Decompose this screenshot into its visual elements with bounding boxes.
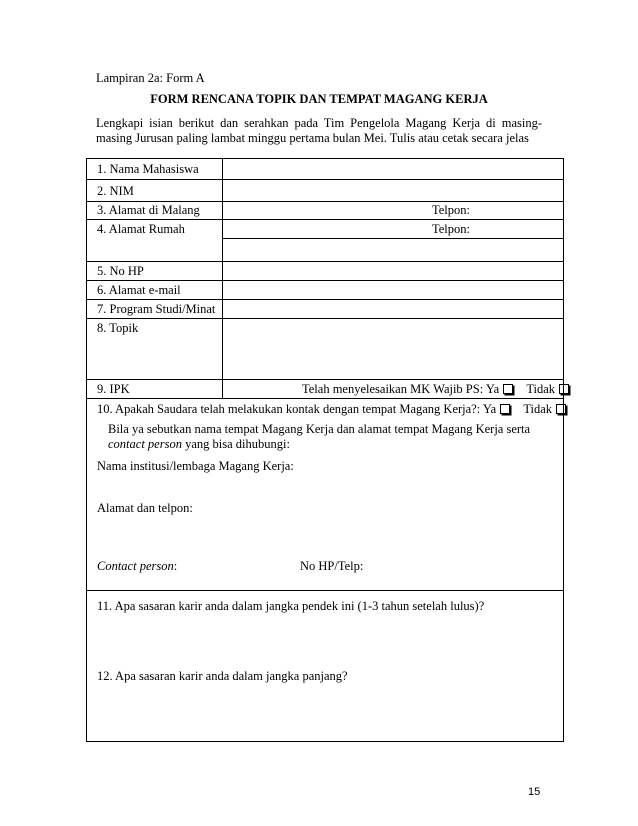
label-alamat-telpon: Alamat dan telpon: [97,501,193,515]
row-divider [87,379,563,380]
form-title: FORM RENCANA TOPIK DAN TEMPAT MAGANG KERJA [150,92,488,106]
form-table [86,158,564,742]
contact-person-text: Contact person [97,559,174,573]
label-no-hp-telp: No HP/Telp: [300,559,364,573]
q10-row [97,402,566,417]
label-telpon-malang: Telpon: [432,203,471,217]
row-divider [87,398,563,399]
label-contact-person [97,559,177,574]
mk-wajib-row [302,382,569,397]
row-divider [87,219,563,220]
lampiran-label: Lampiran 2a: Form A [96,71,205,85]
label-topik: 8. Topik [97,321,139,335]
row-divider [87,179,563,180]
label-nim: 2. NIM [97,184,134,198]
row-divider [87,299,563,300]
q10-instruction [108,422,560,452]
mk-wajib-label: Telah menyelesaikan MK Wajib PS: Ya [302,382,500,396]
mk-tidak-label: Tidak [526,382,556,396]
q10-instruction-text: Bila ya sebutkan nama tempat Magang Kerja dan alamat tempat Magang Kerja serta [108,422,531,436]
q12-question: 12. Apa sasaran karir anda dalam jangka panjang? [97,669,348,683]
label-telpon-rumah: Telpon: [432,222,471,236]
contact-person-colon: : [173,559,178,573]
q10-instruction-contact: contact person [108,437,182,451]
label-nama-mahasiswa: 1. Nama Mahasiswa [97,162,199,176]
page-number: 15 [528,786,541,798]
q11-question: 11. Apa sasaran karir anda dalam jangka pendek ini (1-3 tahun setelah lulus)? [97,599,485,613]
checkbox-q10-ya[interactable] [500,404,510,414]
row-divider [87,590,563,591]
row-divider [222,238,563,239]
checkbox-mk-ya[interactable] [503,384,513,394]
checkbox-q10-tidak[interactable] [556,404,566,414]
column-divider [222,159,223,398]
row-divider [87,280,563,281]
q10-tidak-label: Tidak [523,402,553,416]
label-program-studi: 7. Program Studi/Minat [97,302,216,316]
label-alamat-malang: 3. Alamat di Malang [97,203,200,217]
label-ipk: 9. IPK [97,382,130,396]
label-email: 6. Alamat e-mail [97,283,181,297]
q10-question: 10. Apakah Saudara telah melakukan kontak dengan tempat Magang Kerja?: Ya [97,402,497,416]
row-divider [87,261,563,262]
row-divider [87,201,563,202]
label-alamat-rumah: 4. Alamat Rumah [97,222,185,236]
intro-instructions: Lengkapi isian berikut dan serahkan pada Tim Pengelola Magang Kerja di masing-masing Jurusan paling lambat minggu pertama bulan Mei. Tulis atau cetak secara jelas [96,116,542,145]
label-no-hp: 5. No HP [97,264,144,278]
label-nama-institusi: Nama institusi/lembaga Magang Kerja: [97,459,294,473]
checkbox-mk-tidak[interactable] [559,384,569,394]
q10-instruction-tail: yang bisa dihubungi: [181,437,290,451]
row-divider [87,318,563,319]
